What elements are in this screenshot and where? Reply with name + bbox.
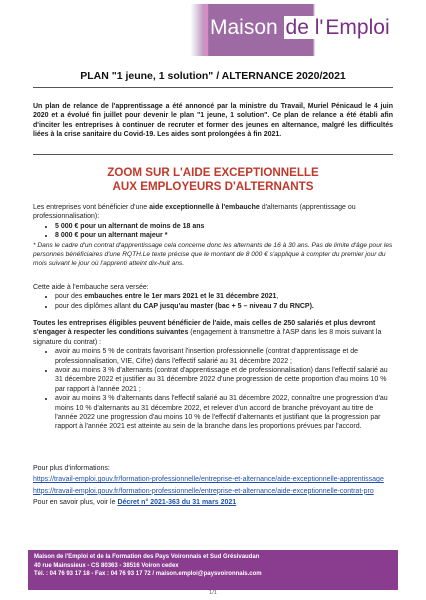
logo [176,4,416,56]
page-number: 1/1 [209,590,217,596]
intro-paragraph: Un plan de relance de l'apprentissage a été annoncé par la ministre du Travail, Muriel Pénicaud le 4 juin 2020 et a évolué fin juillet pour devenir le plan "1 jeune, 1 solution". Ce plan de relance a été établi afin d'inciter les entreprises à continuer de recruter et former des jeunes en alternance, malgré les difficultés liées à la crise sanitaire du Covid-19. Les aides sont prolongées à fin 2021. [33,103,393,139]
section-more-info [33,464,395,508]
section-payment-conditions [33,283,395,311]
footer-line2: 40 rue Mainssieux - CS 80363 - 38516 Voiron cedex [34,562,179,569]
decree-line: Pour en savoir plus, voir le Décret n° 2021-363 du 31 mars 2021 [33,499,237,507]
zoom-title [0,166,426,194]
section2-lead: Cette aide à l'embauche sera versée: [33,284,149,291]
footer [28,550,398,590]
intro-rule [33,154,393,155]
link-aide-apprentissage[interactable]: https://travail-emploi.gouv.fr/formation-professionnelle/entreprise-et-alternance/aide-exceptionnelle-apprentissage [33,476,384,484]
list-item: • avoir au moins 3 % d'alternants (contrat d'apprentissage et de professionnalisation) dans l'effectif salarié au 31 décembre 2022 et justifier au 31 décembre 2022 d'une progression de cette proportion d'au moins 10 % par rapport à l'année 2021 ; [55,366,395,394]
aid-amounts-list [33,222,395,241]
title-rule [33,87,393,88]
section1-lead: Les entreprises vont bénéficier d'une aide exceptionnelle à l'embauche d'alternants (apprentissage ou professionnalisation): [33,204,356,221]
footer-line3: Tél. : 04 76 93 17 18 - Fax : 04 76 93 17 72 / maison.emploi@paysvoironnais.com [34,571,262,578]
list-item: • avoir au moins 3 % d'alternants dans l'effectif salarié au 31 décembre 2022, connaître une progression d'au moins 10 % d'alternants au 31 décembre 2022, et relever d'un accord de branche prévoyant au titre de l'année 2022 une progression d'au moins 10 % de l'effectif d'alternants et justifiant que la progression par rapport à l'année 2021 est atteinte au sein de la branche dans les proportions prévues par l'accord. [55,394,395,432]
logo-emploi: Emploi [325,16,392,39]
section3-lead: Toutes les entreprises éligibles peuvent bénéficier de l'aide, mais celles de 250 salariés et plus devront s'engager à respecter les conditions suivantes (engagement à transmettre à l'ASP dans les 8 mois suivant la signature du contrat) : [33,320,382,346]
footer-line1: Maison de l'Emploi et de la Formation des Pays Voironnais et Sud Grésivaudan [34,554,260,560]
info-lead: Pour plus d'informations: [33,465,110,472]
logo-de: de l' [285,16,324,39]
link-decree[interactable]: Décret n° 2021-363 du 31 mars 2021 [117,499,237,507]
list-item: • pour des diplômes allant du CAP jusqu'au master (bac + 5 – niveau 7 du RNCP). [55,302,395,311]
list-item: • avoir au moins 5 % de contrats favorisant l'insertion professionnelle (contrat d'apprentissage et de professionnalisation, VIE, Cifre) dans l'effectif salarié au 31 décembre 2022 ; [55,347,395,366]
payment-list [33,292,395,311]
zoom-title-line2: AUX EMPLOYEURS D'ALTERNANTS [112,180,314,193]
link-aide-contrat-pro[interactable]: https://travail-emploi.gouv.fr/formation-professionnelle/entreprise-et-alternance/aide-exceptionnelle-contrat-pro [33,487,374,495]
aid-note: * Dans le cadre d'un contrat d'apprentissage cela concerne donc les alternants de 16 à 30 ans. Pas de limite d'âge pour les personnes bénéficiaires d'une RQTH.Le texte précise que le montant de 8 000 € s'applique à compter du premier jour du mois suivant le jour où l'apprenti atteint dix-huit ans. [33,241,393,268]
conditions-list [33,347,395,432]
list-item: • 5 000 € pour un alternant de moins de 18 ans [55,222,395,231]
list-item: • 8 000 € pour un alternant majeur * [55,231,395,240]
section-large-companies [33,319,395,432]
logo-text [210,16,393,40]
logo-bar [204,4,208,56]
logo-maison: Maison [210,16,278,39]
page-title: PLAN "1 jeune, 1 solution" / ALTERNANCE 2020/2021 [80,70,346,82]
list-item: • pour des embauches entre le 1er mars 2021 et le 31 décembre 2021, [55,292,395,301]
section-aid-amounts [33,203,395,269]
zoom-title-line1: ZOOM SUR L'AIDE EXCEPTIONNELLE [107,166,319,179]
